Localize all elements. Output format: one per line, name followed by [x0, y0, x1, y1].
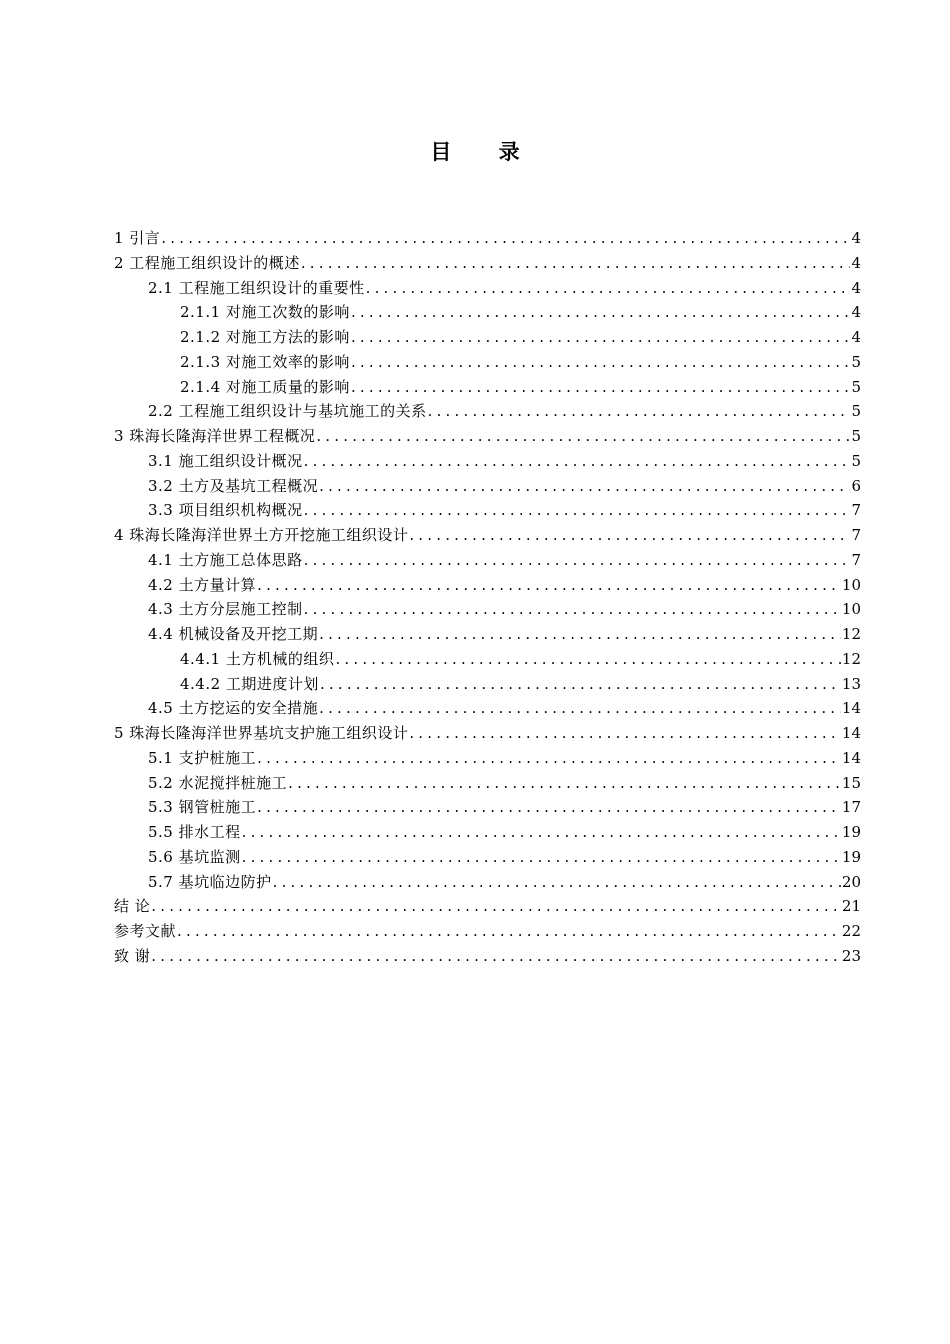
toc-entry[interactable]: [114, 375, 861, 400]
toc-entry[interactable]: [114, 523, 861, 548]
toc-entry-text: 2.1.3 对施工效率的影响: [180, 352, 350, 371]
toc-entry-text: 2.1.1 对施工次数的影响: [180, 303, 350, 322]
toc-leader-dots: [242, 820, 841, 845]
toc-leader-dots: [304, 597, 841, 622]
toc-entry-text: 5.7 基坑临边防护: [148, 872, 272, 891]
toc-leader-dots: [151, 944, 841, 969]
toc-entry-text: 2.1.2 对施工方法的影响: [180, 328, 350, 346]
toc-entry-text: 5 珠海长隆海洋世界基坑支护施工组织设计: [114, 724, 409, 742]
toc-leader-dots: [366, 276, 851, 301]
toc-page-number: 5: [851, 352, 861, 371]
toc-entry-text: 5.3 钢管桩施工: [148, 798, 257, 817]
toc-entry[interactable]: [114, 573, 861, 598]
toc-page-number: 6: [851, 476, 861, 495]
toc-leader-dots: [177, 919, 841, 944]
toc-entry[interactable]: [114, 474, 861, 499]
toc-page-number: 4: [851, 303, 861, 322]
toc-entry[interactable]: [114, 721, 861, 746]
toc-leader-dots: [319, 696, 841, 721]
toc-page-number: 4: [851, 328, 861, 346]
toc-page-number: 14: [841, 724, 861, 742]
toc-entry[interactable]: [114, 424, 861, 449]
toc-page-number: 21: [841, 897, 861, 916]
toc-leader-dots: [428, 399, 851, 424]
toc-entry[interactable]: [114, 647, 861, 672]
toc-entry-text: 4.4.1 土方机械的组织: [180, 649, 335, 668]
toc-title: 目 录: [430, 139, 540, 164]
toc-entry-text: 2.2 工程施工组织设计与基坑施工的关系: [148, 402, 427, 421]
toc-page-number: 14: [841, 699, 861, 718]
toc-entry-text: 4 珠海长隆海洋世界土方开挖施工组织设计: [114, 526, 409, 544]
toc-entry-text: 4.5 土方挖运的安全措施: [148, 699, 319, 718]
toc-entry-text: 3.3 项目组织机构概况: [148, 501, 303, 520]
toc-leader-dots: [409, 523, 850, 548]
toc-leader-dots: [351, 375, 851, 400]
toc-entry-text: 3 珠海长隆海洋世界工程概况: [114, 427, 316, 445]
toc-page-number: 7: [851, 501, 861, 520]
toc-entry[interactable]: [114, 350, 861, 375]
toc-entry-text: 2.1 工程施工组织设计的重要性: [148, 278, 365, 297]
toc-page-number: 14: [841, 748, 861, 767]
table-of-contents: [114, 226, 861, 969]
toc-entry[interactable]: [114, 795, 861, 820]
toc-leader-dots: [288, 771, 841, 796]
toc-leader-dots: [273, 870, 841, 895]
toc-entry[interactable]: [114, 226, 861, 251]
toc-leader-dots: [351, 350, 851, 375]
toc-leader-dots: [335, 647, 840, 672]
toc-entry[interactable]: [114, 325, 861, 350]
toc-entry-text: 2 工程施工组织设计的概述: [114, 253, 300, 272]
toc-entry-text: 4.2 土方量计算: [148, 575, 257, 594]
toc-entry-text: 5.5 排水工程: [148, 823, 241, 841]
toc-entry[interactable]: [114, 498, 861, 523]
toc-page-number: 4: [851, 229, 861, 247]
toc-leader-dots: [257, 795, 841, 820]
toc-entry[interactable]: [114, 300, 861, 325]
toc-entry-text: 4.3 土方分层施工控制: [148, 600, 303, 619]
toc-leader-dots: [319, 622, 841, 647]
toc-entry[interactable]: [114, 771, 861, 796]
toc-leader-dots: [257, 573, 841, 598]
toc-entry-text: 4.4.2 工期进度计划: [180, 674, 319, 693]
toc-leader-dots: [242, 845, 841, 870]
toc-entry-text: 4.1 土方施工总体思路: [148, 550, 303, 569]
toc-leader-dots: [351, 300, 851, 325]
toc-leader-dots: [304, 449, 851, 474]
toc-entry[interactable]: [114, 449, 861, 474]
toc-entry-text: 致 谢: [114, 946, 151, 965]
toc-entry-text: 参考文献: [114, 922, 177, 940]
toc-entry[interactable]: [114, 746, 861, 771]
toc-entry[interactable]: [114, 622, 861, 647]
toc-entry[interactable]: [114, 548, 861, 573]
toc-page-number: 20: [841, 872, 861, 891]
toc-page-number: 19: [841, 823, 861, 841]
toc-leader-dots: [316, 424, 850, 449]
toc-entry[interactable]: [114, 845, 861, 870]
toc-page-number: 7: [851, 550, 861, 569]
toc-entry[interactable]: [114, 870, 861, 895]
toc-leader-dots: [301, 251, 851, 276]
toc-page-number: 23: [841, 946, 861, 965]
toc-page-number: 19: [841, 847, 861, 866]
toc-page-number: 7: [851, 526, 861, 544]
toc-leader-dots: [257, 746, 841, 771]
toc-entry-text: 5.6 基坑监测: [148, 847, 241, 866]
toc-page-number: 4: [851, 253, 861, 272]
toc-entry[interactable]: [114, 251, 861, 276]
toc-leader-dots: [319, 474, 850, 499]
toc-page-number: 15: [841, 773, 861, 792]
toc-page-number: 5: [851, 377, 861, 396]
toc-page-number: 5: [851, 427, 861, 445]
toc-page-number: 10: [841, 575, 861, 594]
toc-leader-dots: [304, 498, 851, 523]
toc-page-number: 17: [841, 798, 861, 817]
toc-page-number: 4: [851, 278, 861, 297]
toc-leader-dots: [161, 226, 850, 251]
toc-entry-text: 结 论: [114, 897, 151, 916]
toc-page-number: 12: [841, 649, 861, 668]
toc-page-number: 5: [851, 451, 861, 470]
toc-entry[interactable]: [114, 597, 861, 622]
toc-entry-text: 1 引言: [114, 229, 161, 247]
toc-entry[interactable]: [114, 696, 861, 721]
toc-page-number: 5: [851, 402, 861, 421]
toc-page-number: 22: [841, 922, 861, 940]
toc-entry-text: 4.4 机械设备及开挖工期: [148, 625, 319, 643]
toc-leader-dots: [409, 721, 841, 746]
toc-entry[interactable]: [114, 944, 861, 969]
toc-leader-dots: [351, 325, 851, 350]
toc-entry-text: 3.2 土方及基坑工程概况: [148, 476, 319, 495]
toc-page-number: 10: [841, 600, 861, 619]
toc-page-number: 12: [841, 625, 861, 643]
toc-entry[interactable]: [114, 399, 861, 424]
toc-leader-dots: [151, 894, 841, 919]
toc-entry[interactable]: [114, 276, 861, 301]
toc-entry-text: 5.2 水泥搅拌桩施工: [148, 773, 288, 792]
toc-entry-text: 3.1 施工组织设计概况: [148, 451, 303, 470]
toc-entry[interactable]: [114, 820, 861, 845]
toc-leader-dots: [320, 672, 841, 697]
toc-entry[interactable]: [114, 919, 861, 944]
toc-page-number: 13: [841, 674, 861, 693]
toc-leader-dots: [304, 548, 851, 573]
toc-entry-text: 5.1 支护桩施工: [148, 748, 257, 767]
toc-entry-text: 2.1.4 对施工质量的影响: [180, 377, 350, 396]
toc-entry[interactable]: [114, 672, 861, 697]
toc-entry[interactable]: [114, 894, 861, 919]
